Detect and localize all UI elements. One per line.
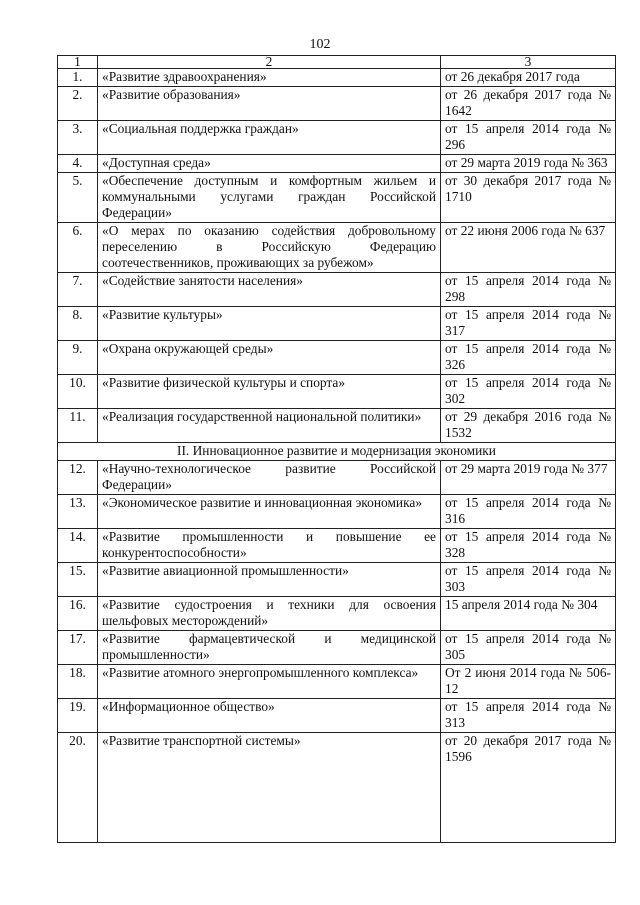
row-number: 6.: [58, 223, 98, 273]
row-number: 3.: [58, 121, 98, 155]
table-row: [58, 307, 616, 341]
row-number: 9.: [58, 341, 98, 375]
table-row: [58, 223, 616, 273]
program-name: «Развитие авиационной промышленности»: [98, 563, 441, 597]
program-name: «Охрана окружающей среды»: [98, 341, 441, 375]
table-row: [58, 69, 616, 87]
table-row: [58, 529, 616, 563]
table-row: [58, 341, 616, 375]
table-row: [58, 273, 616, 307]
row-number: 18.: [58, 665, 98, 699]
program-name: «Социальная поддержка граждан»: [98, 121, 441, 155]
row-number: 16.: [58, 597, 98, 631]
document-reference: от 15 апреля 2014 года № 328: [441, 529, 616, 563]
program-name: «Развитие образования»: [98, 87, 441, 121]
program-name: «Развитие атомного энергопромышленного комплекса»: [98, 665, 441, 699]
program-name: «Реализация государственной национальной политики»: [98, 409, 441, 443]
row-number: 10.: [58, 375, 98, 409]
program-name: «Обеспечение доступным и комфортным жильем и коммунальными услугами граждан Российской Федерации»: [98, 173, 441, 223]
row-number: 5.: [58, 173, 98, 223]
program-name: «Экономическое развитие и инновационная экономика»: [98, 495, 441, 529]
table-body-part2: [58, 461, 616, 843]
document-reference: от 15 апреля 2014 года № 313: [441, 699, 616, 733]
table-row: [58, 121, 616, 155]
table-row: [58, 733, 616, 843]
program-name: «Содействие занятости населения»: [98, 273, 441, 307]
document-reference: от 29 марта 2019 года № 363: [441, 155, 616, 173]
row-number: 13.: [58, 495, 98, 529]
document-reference: от 26 декабря 2017 года № 1642: [441, 87, 616, 121]
document-reference: от 15 апреля 2014 года № 317: [441, 307, 616, 341]
document-reference: от 29 марта 2019 года № 377: [441, 461, 616, 495]
program-name: «Развитие транспортной системы»: [98, 733, 441, 843]
document-reference: от 15 апреля 2014 года № 326: [441, 341, 616, 375]
document-reference: от 15 апреля 2014 года № 303: [441, 563, 616, 597]
column-header: 2: [98, 56, 441, 69]
table-row: [58, 409, 616, 443]
program-name: «Развитие промышленности и повышение ее конкурентоспособности»: [98, 529, 441, 563]
document-reference: от 26 декабря 2017 года: [441, 69, 616, 87]
column-header: 1: [58, 56, 98, 69]
program-name: «Развитие культуры»: [98, 307, 441, 341]
document-reference: от 30 декабря 2017 года № 1710: [441, 173, 616, 223]
row-number: 20.: [58, 733, 98, 843]
program-name: «Развитие физической культуры и спорта»: [98, 375, 441, 409]
column-header: 3: [441, 56, 616, 69]
table-row: [58, 495, 616, 529]
document-reference: От 2 июня 2014 года № 506-12: [441, 665, 616, 699]
program-name: «Доступная среда»: [98, 155, 441, 173]
program-name: «Развитие судостроения и техники для освоения шельфовых месторождений»: [98, 597, 441, 631]
page-number: 102: [309, 37, 331, 52]
table-row: [58, 563, 616, 597]
row-number: 14.: [58, 529, 98, 563]
table-row: [58, 87, 616, 121]
row-number: 2.: [58, 87, 98, 121]
programs-table: [57, 55, 616, 843]
table-row: [58, 665, 616, 699]
table-row: [58, 631, 616, 665]
table-header-row: [58, 56, 616, 69]
program-name: «Научно-технологическое развитие Российской Федерации»: [98, 461, 441, 495]
table-row: [58, 597, 616, 631]
section-row-group: [58, 443, 616, 461]
document-reference: от 15 апреля 2014 года № 316: [441, 495, 616, 529]
document-reference: от 15 апреля 2014 года № 298: [441, 273, 616, 307]
document-reference: 15 апреля 2014 года № 304: [441, 597, 616, 631]
row-number: 12.: [58, 461, 98, 495]
document-reference: от 20 декабря 2017 года № 1596: [441, 733, 616, 843]
program-name: «Развитие здравоохранения»: [98, 69, 441, 87]
row-number: 1.: [58, 69, 98, 87]
document-reference: от 22 июня 2006 года № 637: [441, 223, 616, 273]
table-body-part1: [58, 69, 616, 443]
row-number: 11.: [58, 409, 98, 443]
row-number: 15.: [58, 563, 98, 597]
section-title: II. Инновационное развитие и модернизация экономики: [58, 443, 616, 461]
row-number: 19.: [58, 699, 98, 733]
program-name: «Информационное общество»: [98, 699, 441, 733]
program-name: «О мерах по оказанию содействия добровольному переселению в Российскую Федерацию соотечественников, проживающих за рубежом»: [98, 223, 441, 273]
table-row: [58, 375, 616, 409]
row-number: 8.: [58, 307, 98, 341]
row-number: 7.: [58, 273, 98, 307]
row-number: 4.: [58, 155, 98, 173]
section-row: [58, 443, 616, 461]
table-row: [58, 699, 616, 733]
document-reference: от 15 апреля 2014 года № 296: [441, 121, 616, 155]
table-row: [58, 173, 616, 223]
table-row: [58, 461, 616, 495]
row-number: 17.: [58, 631, 98, 665]
program-name: «Развитие фармацевтической и медицинской промышленности»: [98, 631, 441, 665]
table-row: [58, 155, 616, 173]
document-reference: от 15 апреля 2014 года № 302: [441, 375, 616, 409]
document-reference: от 15 апреля 2014 года № 305: [441, 631, 616, 665]
document-reference: от 29 декабря 2016 года № 1532: [441, 409, 616, 443]
